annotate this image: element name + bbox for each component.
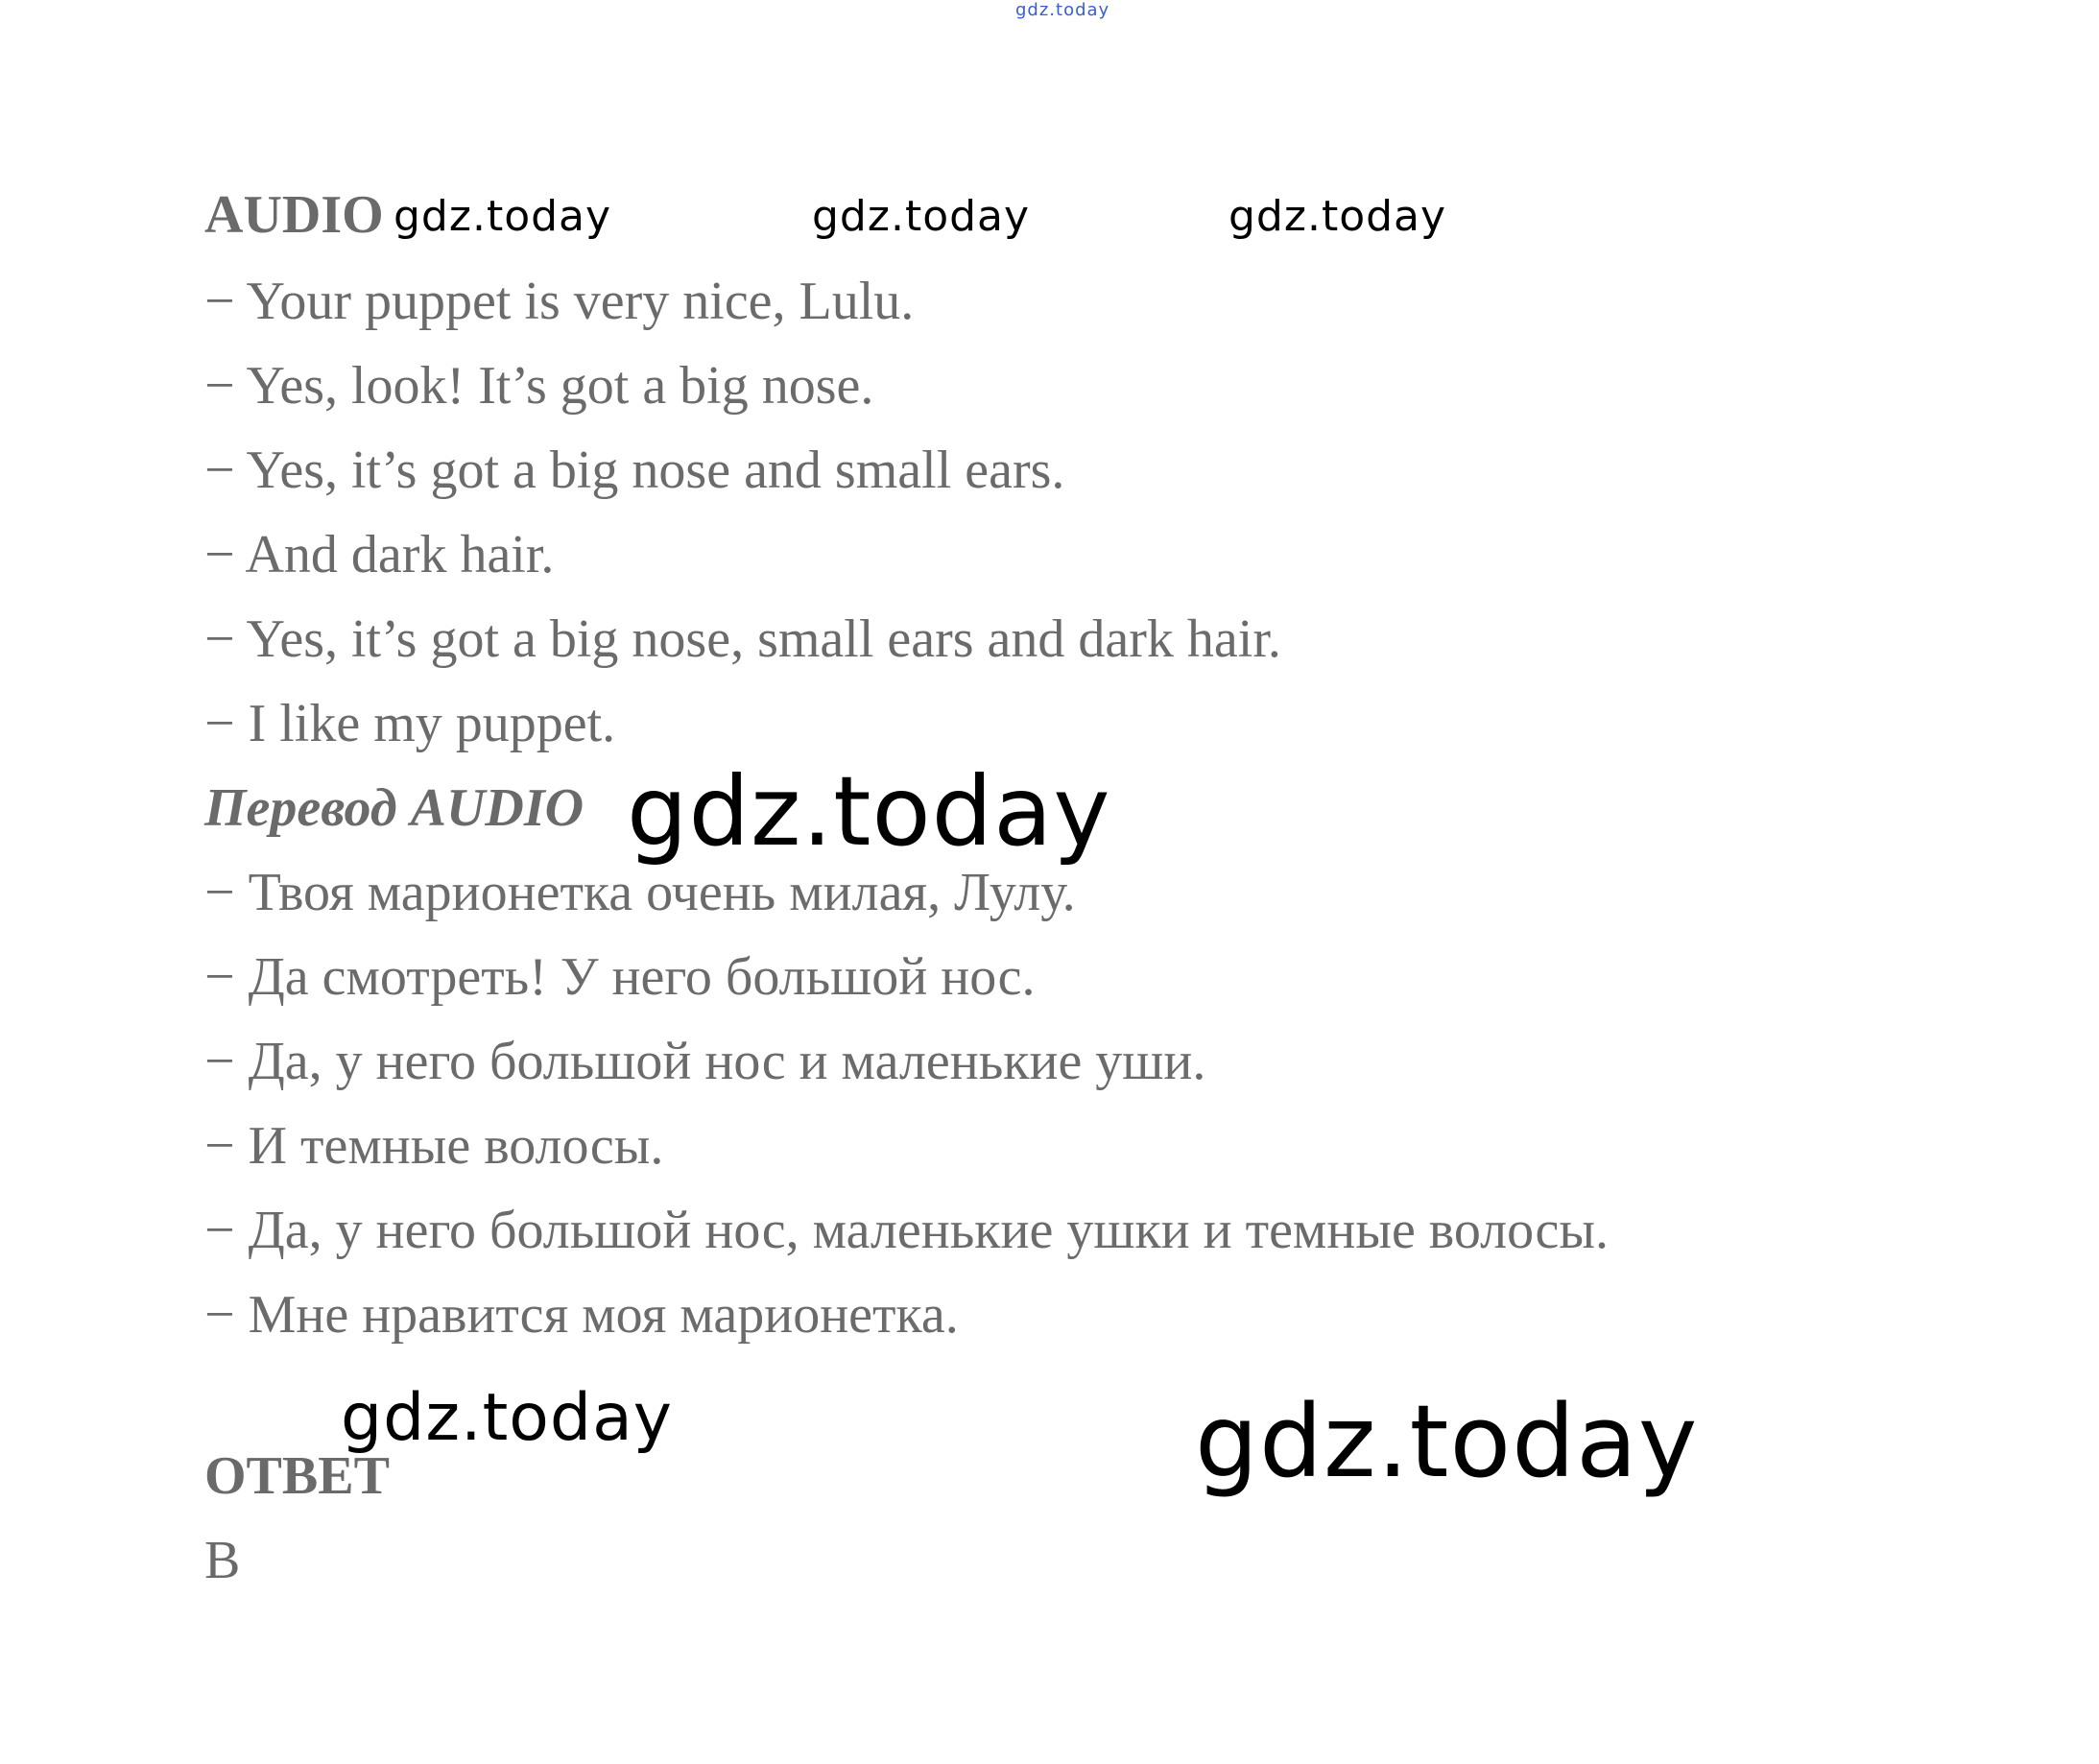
watermark-large-1: gdz.today (627, 755, 1111, 868)
translation-heading: Перевод AUDIO (204, 778, 584, 838)
watermark-large-2: gdz.today (1195, 1383, 1699, 1500)
audio-line: − Your puppet is very nice, Lulu. (204, 272, 915, 331)
audio-line: − And dark hair. (204, 525, 555, 584)
translation-line: − Мне нравится моя марионетка. (204, 1285, 959, 1345)
audio-heading: AUDIO (204, 185, 384, 245)
watermark-top: gdz.today (1015, 0, 1110, 20)
watermark-medium-1: gdz.today (341, 1380, 673, 1456)
translation-line: − Да, у него большой нос, маленькие ушки и темные волосы. (204, 1201, 1609, 1260)
answer-value: B (204, 1531, 241, 1590)
answer-heading: ОТВЕТ (204, 1446, 390, 1506)
translation-line: − И темные волосы. (204, 1116, 664, 1176)
watermark-small-2: gdz.today (812, 192, 1031, 241)
audio-line: − I like my puppet. (204, 694, 616, 753)
audio-line: − Yes, it’s got a big nose, small ears and dark hair. (204, 609, 1281, 669)
audio-line: − Yes, look! It’s got a big nose. (204, 356, 874, 416)
watermark-small-3: gdz.today (1228, 192, 1447, 241)
audio-line: − Yes, it’s got a big nose and small ears. (204, 441, 1065, 500)
translation-line: − Да смотреть! У него большой нос. (204, 947, 1036, 1007)
translation-line: − Да, у него большой нос и маленькие уши. (204, 1032, 1206, 1091)
watermark-small-1: gdz.today (394, 192, 612, 241)
translation-line: − Твоя марионетка очень милая, Лулу. (204, 863, 1076, 922)
